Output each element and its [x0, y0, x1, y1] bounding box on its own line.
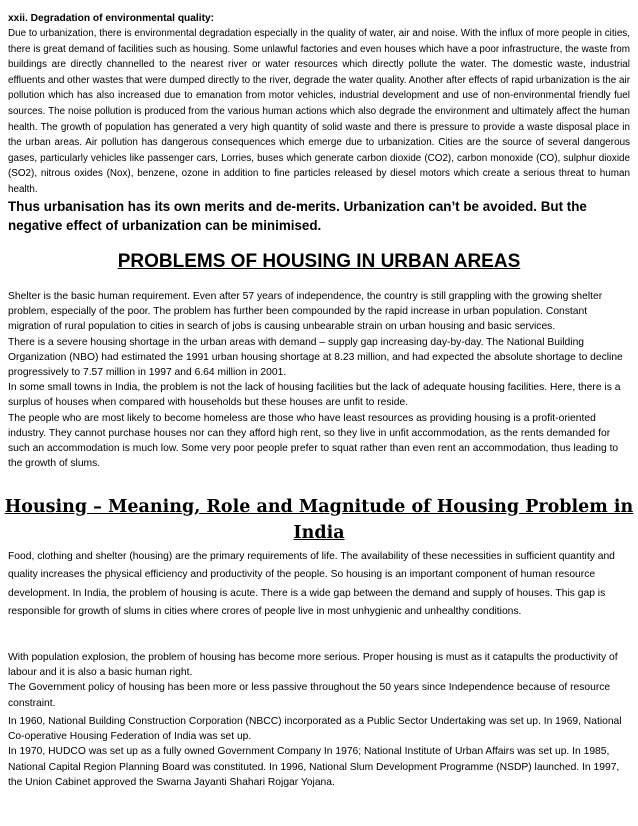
housing-body-population [8, 650, 630, 711]
housing-meaning-heading: Housing – Meaning, Role and Magnitude of Housing Problem in India [4, 497, 634, 543]
housing-paragraph-population: With population explosion, the problem of housing has become more serious. Proper housing is must as it catapults the productivity of labour and it is also a basic human right. [8, 652, 618, 679]
urbanisation-conclusion: Thus urbanisation has its own merits and de-merits. Urbanization can’t be avoided. But the negative effect of urbanization can be minimised. [8, 199, 587, 233]
housing-paragraph-requirements: Food, clothing and shelter (housing) are the primary requirements of life. The availability of these necessities in sufficient quantity and quality increases the physical efficiency and productivity of the people. So housing is an important component of human resource development. In India, the problem of housing is acute. There is a wide gap between the demand and supply of houses. This gap is responsible for growth of slums in cities where crores of people live in most unhygienic and unhealthy conditions. [8, 551, 615, 618]
environmental-degradation-paragraph: Due to urbanization, there is environmental degradation especially in the quality of water, air and noise. With the influx of more people in cities, there is great demand of facilities such as housing. Some unlawful factories and even houses which have a poor infrastructure, the waste from buildings are directly channelled to the nearest river or water resources which directly pollute the water. The domestic waste, industrial effluents and other wastes that were dumped directly to the river, degrade the water quality. Another after effects of rapid urbanization is the air pollution which has also increased due to emanation from motor vehicles, industrial development and use of non-environmental friendly fuel sources. The noise pollution is produced from the various human actions which also degrade the environment and ultimately affect the human health. The growth of population has generated a very high quantity of solid waste and there is pressure to provide a waste disposal place in the urban areas. Air pollution has dangerous consequences which emerge due to urbanization. Cities are the source of several dangerous gases, particularly vehicles like passenger cars, Lorries, buses which generate carbon dioxide (CO2), carbon monoxide (CO), sulphur dioxide (SO2), nitrous oxides (Nox), benzene, ozone in addition to fine particles released by diesel motors which create a serious threat to human health. [8, 28, 630, 195]
housing-paragraph-1960: In 1960, National Building Construction Corporation (NBCC) incorporated as a Public Sector Undertaking was set up. In 1969, National Co-operative Housing Federation of India was set up. [8, 716, 622, 743]
problems-body [8, 289, 630, 471]
housing-body-history [8, 714, 630, 790]
problems-paragraph-homeless: The people who are most likely to become homeless are those who have least resources as providing housing is a profit-oriented industry. They cannot purchase houses nor can they afford high rent, so they live in unfit accommodation, as the rents demanded for such an accommodation is much low. Some very poor people prefer to squat rather than even rent an accommodation, thus leading to the growth of slums. [8, 412, 619, 470]
housing-paragraph-1970: In 1970, HUDCO was set up as a fully owned Government Company In 1976; National Institute of Urban Affairs was set up. In 1985, National Capital Region Planning Board was constituted. In 1996, National Slum Development Programme (NSDP) launched. In 1997, the Union Cabinet approved the Swarna Jayanti Shahari Rojgar Yojana. [8, 746, 620, 788]
problems-paragraph-shortage: There is a severe housing shortage in the urban areas with demand – supply gap increasing day-by-day. The National Building Organization (NBO) had estimated the 1991 urban housing shortage at 8.23 million, and had expected the absolute shortage to decline progressively to 7.57 million in 1997 and 6.64 million in 2001. [8, 336, 623, 379]
housing-paragraph-policy: The Government policy of housing has been more or less passive throughout the 50 years since Independence because of resource constraint. [8, 682, 611, 709]
problems-of-housing-heading: PROBLEMS OF HOUSING IN URBAN AREAS [117, 251, 521, 272]
problems-paragraph-small-towns: In some small towns in India, the problem is not the lack of housing facilities but the lack of adequate housing facilities. Here, there is a surplus of houses when compared with households but these houses are unfit to reside. [8, 382, 621, 409]
section-heading: xxii. Degradation of environmental quality: [8, 13, 215, 24]
problems-paragraph-shelter: Shelter is the basic human requirement. Even after 57 years of independence, the country is still grappling with the growing shelter problem, especially of the poor. The problem has further been compounded by the rapid increase in urban population. Constant migration of rural population to cities in search of jobs is causing unbearable strain on urban housing and basic services. [8, 291, 603, 333]
